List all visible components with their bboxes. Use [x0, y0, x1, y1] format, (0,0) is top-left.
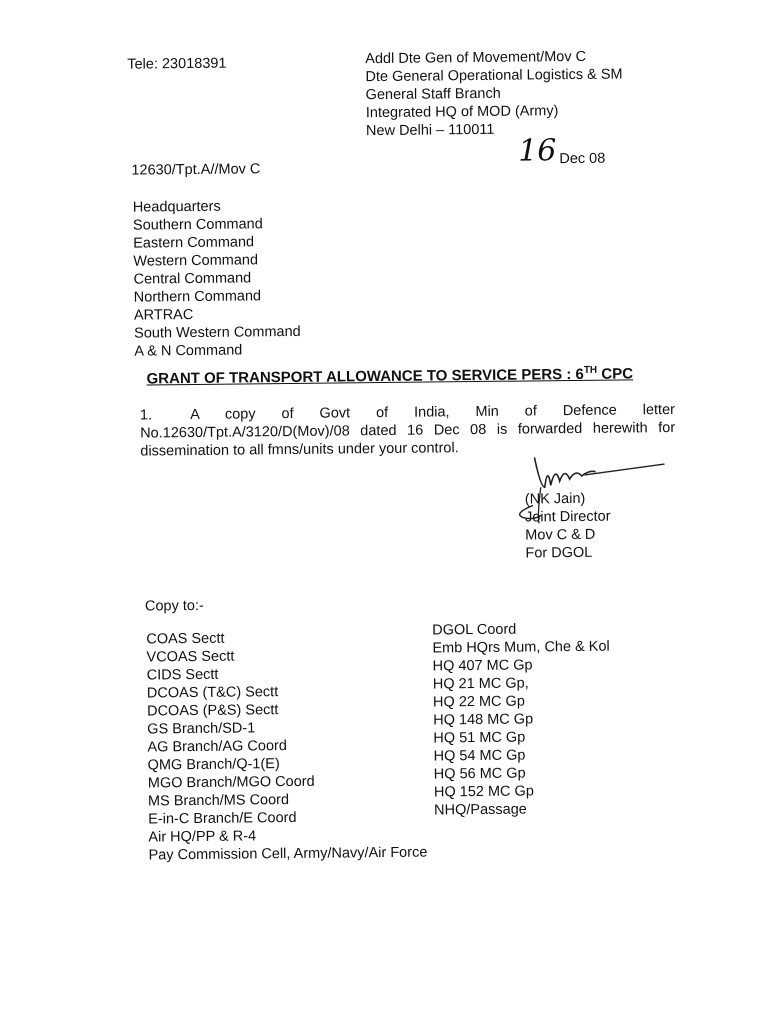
addressee: Eastern Command [133, 234, 255, 252]
address-line: New Delhi – 110011 [365, 121, 495, 140]
copy-recipient: VCOAS Sectt [146, 648, 235, 666]
copy-to-label: Copy to:- [144, 597, 204, 615]
signatory-name: (NK Jain) [524, 490, 586, 508]
copy-recipient: HQ 56 MC Gp [433, 765, 526, 783]
subject-superscript: TH [583, 364, 598, 376]
reference-number: 12630/Tpt.A//Mov C [131, 161, 261, 179]
copy-recipient: Emb HQrs Mum, Che & Kol [432, 638, 610, 657]
addressee: ARTRAC [133, 306, 194, 324]
subject-tail: CPC [597, 365, 634, 383]
copy-recipient: DGOL Coord [432, 621, 517, 639]
signatory-dept: Mov C & D [525, 526, 596, 544]
copy-recipient: Air HQ/PP & R-4 [148, 828, 257, 846]
copy-recipient: HQ 54 MC Gp [433, 747, 526, 765]
addressee: Southern Command [132, 216, 263, 234]
copy-list-right [432, 620, 611, 820]
copy-recipient: GS Branch/SD-1 [147, 720, 256, 738]
telephone-number: Tele: 23018391 [127, 55, 227, 73]
subject-main: GRANT OF TRANSPORT ALLOWANCE TO SERVICE PERS : 6 [146, 365, 584, 388]
signatory-title: Joint Director [524, 508, 611, 526]
copy-recipient: NHQ/Passage [434, 801, 527, 819]
copy-recipient: COAS Sectt [146, 630, 225, 648]
copy-recipient: MS Branch/MS Coord [147, 792, 290, 810]
subject-line [146, 361, 633, 388]
addressee: Central Command [133, 270, 252, 288]
addressee: A & N Command [134, 342, 243, 360]
copy-list-left [146, 628, 427, 865]
copy-recipient: HQ 152 MC Gp [433, 783, 534, 801]
copy-recipient: DCOAS (T&C) Sectt [146, 684, 279, 702]
addressee: Northern Command [133, 288, 262, 306]
letter-date: Dec 08 [559, 150, 606, 168]
address-line: Integrated HQ of MOD (Army) [365, 103, 559, 122]
copy-recipient: CIDS Sectt [146, 666, 219, 684]
copy-recipient: HQ 22 MC Gp [432, 693, 525, 711]
copy-recipient: HQ 407 MC Gp [432, 657, 533, 675]
copy-recipient: QMG Branch/Q-1(E) [147, 756, 280, 774]
paragraph-rest: No.12630/Tpt.A/3120/D(Mov)/08 dated 16 Dec 08 is forwarded herewith for dissemination to all fmns/units under your control. [140, 419, 676, 460]
addressee: Headquarters [132, 198, 221, 216]
copy-recipient: AG Branch/AG Coord [147, 738, 287, 756]
paragraph-line-1: 1. A copy of Govt of India, Min of Defence letter [139, 401, 676, 424]
address-line: Addl Dte Gen of Movement/Mov C [365, 48, 587, 68]
signature-block [525, 490, 611, 563]
sender-address [365, 47, 623, 140]
address-line: General Staff Branch [365, 85, 501, 104]
address-line: Dte General Operational Logistics & SM [365, 66, 623, 86]
copy-recipient: HQ 51 MC Gp [433, 729, 526, 747]
copy-recipient: HQ 21 MC Gp, [432, 675, 529, 693]
copy-recipient: Pay Commission Cell, Army/Navy/Air Force [148, 844, 428, 864]
addressee: South Western Command [134, 323, 301, 342]
copy-recipient: DCOAS (P&S) Sectt [146, 702, 279, 720]
addressee-list [133, 197, 301, 361]
copy-recipient: E-in-C Branch/E Coord [148, 809, 297, 828]
copy-recipient: MGO Branch/MGO Coord [147, 773, 315, 792]
handwritten-day: 16 [518, 133, 557, 169]
addressee: Western Command [133, 252, 259, 270]
signatory-for: For DGOL [525, 544, 593, 562]
copy-recipient: HQ 148 MC Gp [433, 711, 534, 729]
